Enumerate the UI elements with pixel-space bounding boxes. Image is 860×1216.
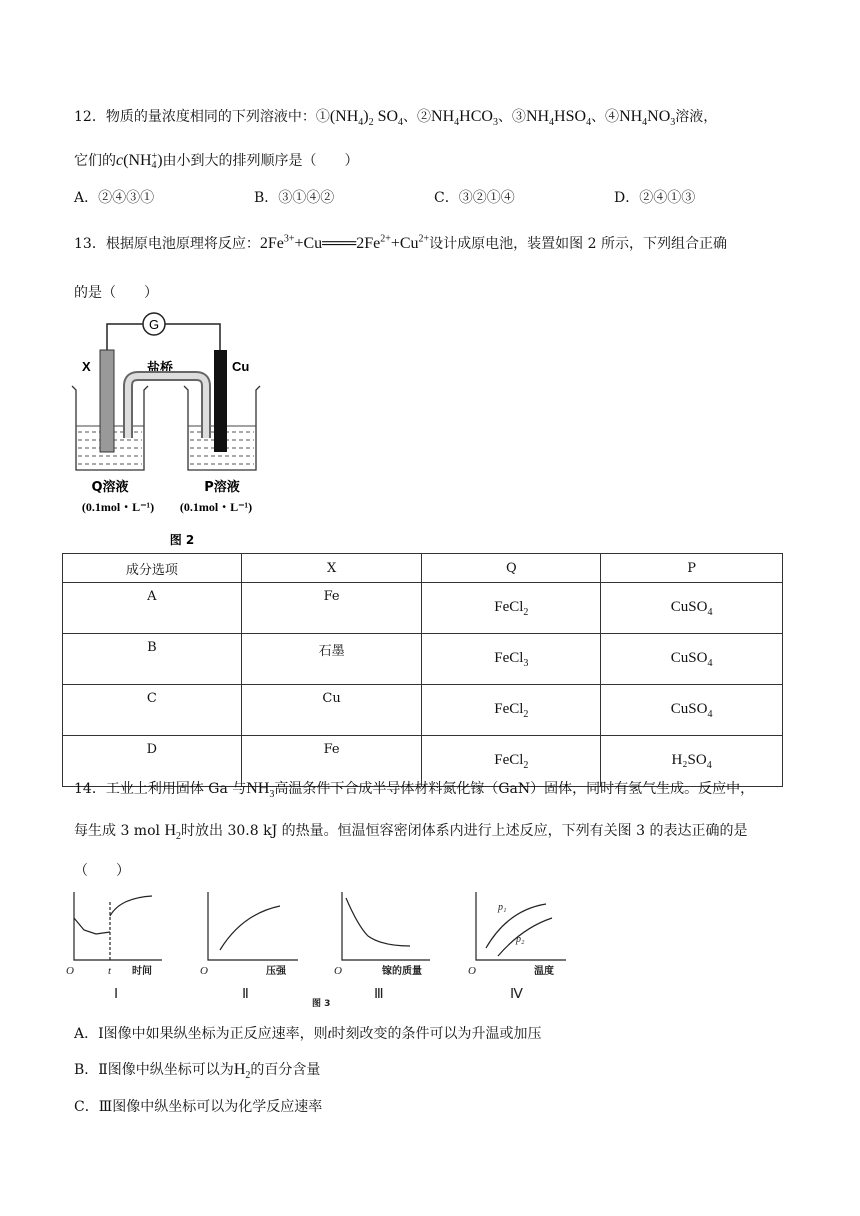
- q12-line2: [74, 150, 359, 170]
- table-header: X: [241, 554, 422, 583]
- q13-line1: [74, 233, 727, 253]
- table-header-row: [63, 554, 783, 583]
- graph-1-x-label: 时间: [132, 966, 152, 977]
- q14-option-a[interactable]: A．Ⅰ图像中如果纵坐标为正反应速率，则t时刻改变的条件可以为升温或加压: [74, 1026, 542, 1042]
- figure-3-graphs: [62, 884, 602, 1012]
- graph-2-x-label: 压强: [266, 966, 286, 977]
- q12-ion: (NH + 4 ): [123, 151, 163, 172]
- q14-nh3: $NH_3$: [246, 780, 275, 801]
- graph-3-origin: O: [334, 965, 342, 977]
- q14-number: 14．: [74, 781, 106, 797]
- q12-line2-end: 由小到大的排列顺序是（ ）: [162, 153, 359, 169]
- q14-option-c[interactable]: C．Ⅲ图像中纵坐标可以为化学反应速率: [74, 1099, 323, 1115]
- graph-4-roman: Ⅳ: [510, 987, 523, 1002]
- table-cell-p: CuSO$_4$: [601, 634, 783, 685]
- graph-2-origin: O: [200, 965, 208, 977]
- table-cell-p: $H_2SO_4$: [601, 736, 783, 787]
- q13-option-table: [62, 553, 783, 787]
- table-cell-option: C: [63, 685, 242, 736]
- salt-bridge-label: 盐桥: [147, 361, 174, 376]
- table-cell-x: Fe: [241, 736, 422, 787]
- figure-2-caption: 图 2: [169, 533, 195, 547]
- graph-4-p1-label: p₁: [498, 902, 507, 913]
- q12-option-d[interactable]: D．②④①③: [614, 190, 696, 206]
- q14-line2: [74, 820, 747, 842]
- galvanometer-label: G: [148, 317, 160, 332]
- q12-salt-2: $NH_4HCO_3$: [431, 108, 498, 129]
- q13-equation: $2Fe^{3+}+Cu═══2Fe^{2+}+Cu^{2+}$: [259, 233, 430, 252]
- q14-option-b[interactable]: B．Ⅱ图像中纵坐标可以为$H_2$的百分含量: [74, 1061, 321, 1082]
- q12-c-symbol: c: [116, 152, 124, 169]
- q13-line2: 的是（ ）: [74, 285, 158, 301]
- graph-3-x-label: 镓的质量: [382, 966, 422, 977]
- q14-line2-end: 时放出 30.8 kJ 的热量。恒温恒容密闭体系内进行上述反应，下列有关图 3 的表达正确的是: [181, 823, 748, 839]
- graph-1-origin: O: [66, 965, 74, 977]
- electrode-cu-label: Cu: [232, 359, 250, 374]
- graph-4-p2-label: p₂: [516, 934, 525, 945]
- table-cell-p: CuSO$_4$: [601, 583, 783, 634]
- q12-options: [74, 187, 794, 207]
- q13-text: 根据原电池原理将反应：: [105, 236, 260, 252]
- q14-text-b: 高温条件下合成半导体材料氮化镓（GaN）固体，同时有氢气生成。反应中，: [274, 781, 755, 797]
- q12-text-end: 溶液，: [675, 109, 718, 125]
- figure-2-galvanic-cell: [62, 308, 282, 548]
- table-row: [63, 685, 783, 736]
- table-cell-q: FeCl$_2$: [422, 736, 601, 787]
- q-solution-label: Q溶液: [91, 480, 129, 495]
- table-cell-q: FeCl$_2$: [422, 685, 601, 736]
- table-cell-x: Cu: [241, 685, 422, 736]
- q12-option-a[interactable]: A．②④③①: [74, 190, 155, 206]
- table-cell-q: FeCl$_2$: [422, 583, 601, 634]
- q14-h2: $H_2$: [164, 822, 182, 843]
- q12-salt-4: $NH_4NO_3$: [619, 108, 676, 129]
- table-cell-q: FeCl$_3$: [422, 634, 601, 685]
- table-cell-x: 石墨: [241, 634, 422, 685]
- electrode-x-label: X: [82, 359, 91, 374]
- graph-1-t-label: t: [108, 965, 112, 977]
- q14-text: 工业上利用固体 Ga 与: [105, 781, 247, 797]
- q14-line3: （ ）: [74, 863, 130, 879]
- graph-4-x-label: 温度: [534, 966, 554, 977]
- table-cell-p: CuSO$_4$: [601, 685, 783, 736]
- graph-1-roman: Ⅰ: [114, 987, 119, 1002]
- q12-sep: 、④: [591, 109, 620, 125]
- p-concentration: (0.1mol・L⁻¹): [179, 500, 253, 514]
- q12-option-c[interactable]: C．③②①④: [434, 190, 515, 206]
- q12-line1: [74, 106, 717, 128]
- q12-line2-text: 它们的: [74, 153, 116, 169]
- table-header: 成分选项: [63, 554, 242, 583]
- table-row: [63, 583, 783, 634]
- graph-2-roman: Ⅱ: [242, 987, 249, 1002]
- q12-salt-1: $(NH_4)_2$ $SO_4$: [329, 108, 404, 129]
- q12-option-b[interactable]: B．③①④②: [254, 190, 335, 206]
- q12-number: 12．: [74, 109, 106, 125]
- electrode-cu: [214, 350, 227, 452]
- q-concentration: (0.1mol・L⁻¹): [81, 500, 155, 514]
- table-header: Q: [422, 554, 601, 583]
- graph-4-origin: O: [468, 965, 476, 977]
- table-cell-x: Fe: [241, 583, 422, 634]
- q12-sep: 、②: [403, 109, 432, 125]
- q14-line1: [74, 778, 754, 800]
- q12-text: 物质的量浓度相同的下列溶液中：①: [105, 109, 330, 125]
- table-header: P: [601, 554, 783, 583]
- q13-text-b: 设计成原电池，装置如图 2 所示，下列组合正确: [429, 236, 727, 252]
- electrode-x: [100, 350, 114, 452]
- q13-number: 13．: [74, 236, 106, 252]
- table-cell-option: B: [63, 634, 242, 685]
- graph-3-roman: Ⅲ: [374, 987, 384, 1002]
- figure-3-caption: 图 3: [312, 999, 331, 1009]
- p-solution-label: P溶液: [204, 480, 240, 495]
- q14-line2-text: 每生成 3 mol: [74, 823, 165, 839]
- table-row: [63, 634, 783, 685]
- table-cell-option: A: [63, 583, 242, 634]
- table-cell-option: D: [63, 736, 242, 787]
- q12-sep: 、③: [497, 109, 526, 125]
- q12-salt-3: $NH_4HSO_4$: [525, 108, 592, 129]
